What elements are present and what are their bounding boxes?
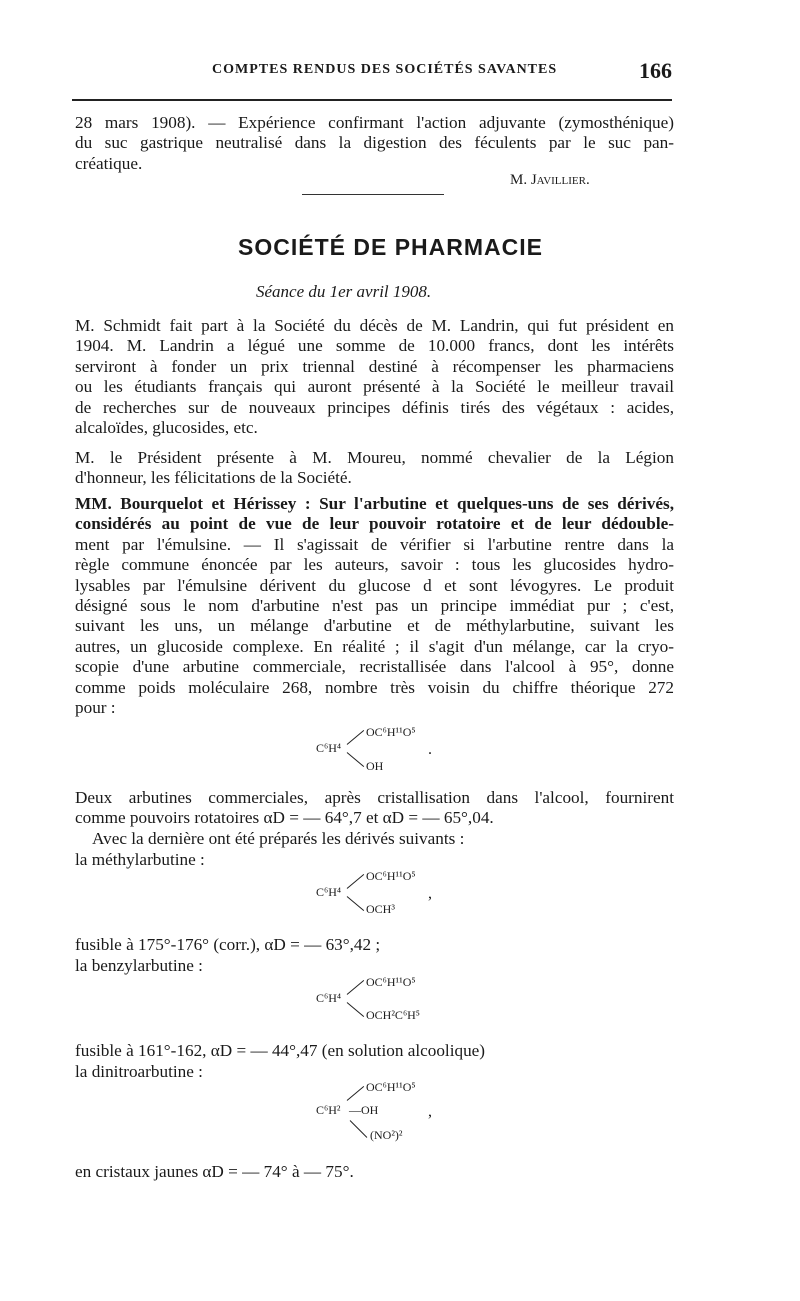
text-line: MM. Bourquelot et Hérissey : Sur l'arbutine et quelques-uns de ses dérivés, <box>75 494 674 513</box>
text-line: fusible à 161°-162, αD = — 44°,47 (en solution alcoolique) <box>75 1041 486 1060</box>
text-line: ou les étudiants français qui auront présenté à la Société le meilleur travail <box>75 377 674 397</box>
formula-top-group: OC⁶H¹¹O⁵ <box>366 869 416 883</box>
text-line: M. Schmidt fait part à la Société du décès de M. Landrin, qui fut président en <box>75 316 674 335</box>
text-line: fusible à 175°-176° (corr.), αD = — 63°,42 ; <box>75 935 381 954</box>
label-methylarbutine <box>75 850 674 870</box>
text-line: lysables par l'émulsine dérivent du glucose d et sont lévogyres. Le produit <box>75 575 674 595</box>
formula-trail: , <box>428 885 432 902</box>
session-date: Séance du 1er avril 1908. <box>256 282 432 301</box>
formula-root: C⁶H⁴ <box>316 885 342 899</box>
formula-bottom-group: (NO²)² <box>370 1128 403 1142</box>
section-title: SOCIÉTÉ DE PHARMACIE <box>238 234 543 260</box>
text-line: la dinitroarbutine : <box>75 1062 203 1081</box>
text-line: d'honneur, les félicitations de la Société. <box>75 468 352 488</box>
formula-bond <box>347 1086 364 1101</box>
label-benzylarbutine <box>75 956 674 976</box>
text-line: autres, un glucoside complexe. En réalité ; il s'agit d'un mélange, car la cryo- <box>75 636 674 656</box>
page-number: 166 <box>639 58 672 83</box>
formula-trail: , <box>428 1103 432 1120</box>
text-line: considérés au point de vue de leur pouvoir rotatoire et de leur dédouble- <box>75 514 674 534</box>
paragraph-deux-arbutines <box>75 788 674 829</box>
formula-bond <box>347 896 364 911</box>
text-line: 1904. M. Landrin a légué une somme de 10.000 francs, dont les intérêts <box>75 336 674 356</box>
text-line: M. le Président présente à M. Moureu, nommé chevalier de la Légion <box>75 448 674 467</box>
text-line: comme poids moléculaire 268, nombre très voisin du chiffre théorique 272 <box>75 677 674 697</box>
cristaux-jaunes <box>75 1162 674 1182</box>
formula-root: C⁶H⁴ <box>316 991 342 1005</box>
text-line: comme pouvoirs rotatoires αD = — 64°,7 et αD = — 65°,04. <box>75 808 494 828</box>
formula-bond <box>347 980 364 995</box>
page-header <box>78 60 672 86</box>
text-line: Deux arbutines commerciales, après cristallisation dans l'alcool, fournirent <box>75 788 674 807</box>
formula-middle-group: —OH <box>349 1103 379 1117</box>
text-line: Avec la dernière ont été préparés les dérivés suivants : <box>92 829 465 848</box>
paragraph-bourquelot <box>75 494 674 718</box>
formula-top-group: OC⁶H¹¹O⁵ <box>366 1080 416 1094</box>
fusible-benzyl <box>75 1041 674 1061</box>
text-line: pour : <box>75 698 116 718</box>
text-line: 28 mars 1908). — Expérience confirmant l'action adjuvante (zymosthénique) <box>75 113 674 132</box>
paragraph-schmidt <box>75 316 674 438</box>
text-line: scopie d'une arbutine commerciale, recristallisée dans l'alcool à 95°, donne <box>75 657 674 677</box>
text-line: règle commune énoncée par les auteurs, savoir : tous les glucosides hydro- <box>75 555 674 575</box>
text-line: créatique. <box>75 153 143 173</box>
text-line: ment par l'émulsine. — Il s'agissait de vérifier si l'arbutine rentre dans la <box>75 534 674 554</box>
text-line: suivant les uns, un mélange d'arbutine et de méthylarbutine, suivant les <box>75 616 674 636</box>
formula-bond <box>347 874 364 889</box>
formula-bottom-group: OCH³ <box>366 902 395 916</box>
paragraph-derives <box>92 829 674 849</box>
text-line: la benzylarbutine : <box>75 956 203 975</box>
formula-root: C⁶H⁴ <box>316 741 342 755</box>
text-line: serviront à fonder un prix triennal destiné à récompenser les pharmaciens <box>75 356 674 376</box>
formula-bond <box>347 1002 364 1017</box>
text-line: de recherches sur de nouveaux principes définis tirés des végétaux : acides, <box>75 397 674 417</box>
formula-bond <box>347 752 364 767</box>
text-line: en cristaux jaunes αD = — 74° à — 75°. <box>75 1162 354 1181</box>
signature: M. Javillier. <box>510 172 590 188</box>
text-line: désigné sous le nom d'arbutine n'est pas un principe immédiat pur ; c'est, <box>75 596 674 616</box>
formula-top-group: OC⁶H¹¹O⁵ <box>366 975 416 989</box>
formula-bottom-group: OH <box>366 759 384 773</box>
formula-bond <box>347 730 364 745</box>
running-title: COMPTES RENDUS DES SOCIÉTÉS SAVANTES <box>212 62 558 77</box>
intro-paragraph <box>75 113 674 174</box>
formula-bottom-group: OCH²C⁶H⁵ <box>366 1008 420 1022</box>
section-divider <box>302 194 444 195</box>
formula-root: C⁶H² <box>316 1103 341 1117</box>
header-rule <box>72 99 672 101</box>
paragraph-president <box>75 448 674 489</box>
formula-bond <box>350 1120 368 1138</box>
text-line: du suc gastrique neutralisé dans la digestion des féculents par le suc pan- <box>75 133 674 153</box>
text-line: alcaloïdes, glucosides, etc. <box>75 418 258 438</box>
text-line: la méthylarbutine : <box>75 850 205 869</box>
fusible-methyl <box>75 935 674 955</box>
formula-top-group: OC⁶H¹¹O⁵ <box>366 725 416 739</box>
formula-trail: . <box>428 741 432 758</box>
